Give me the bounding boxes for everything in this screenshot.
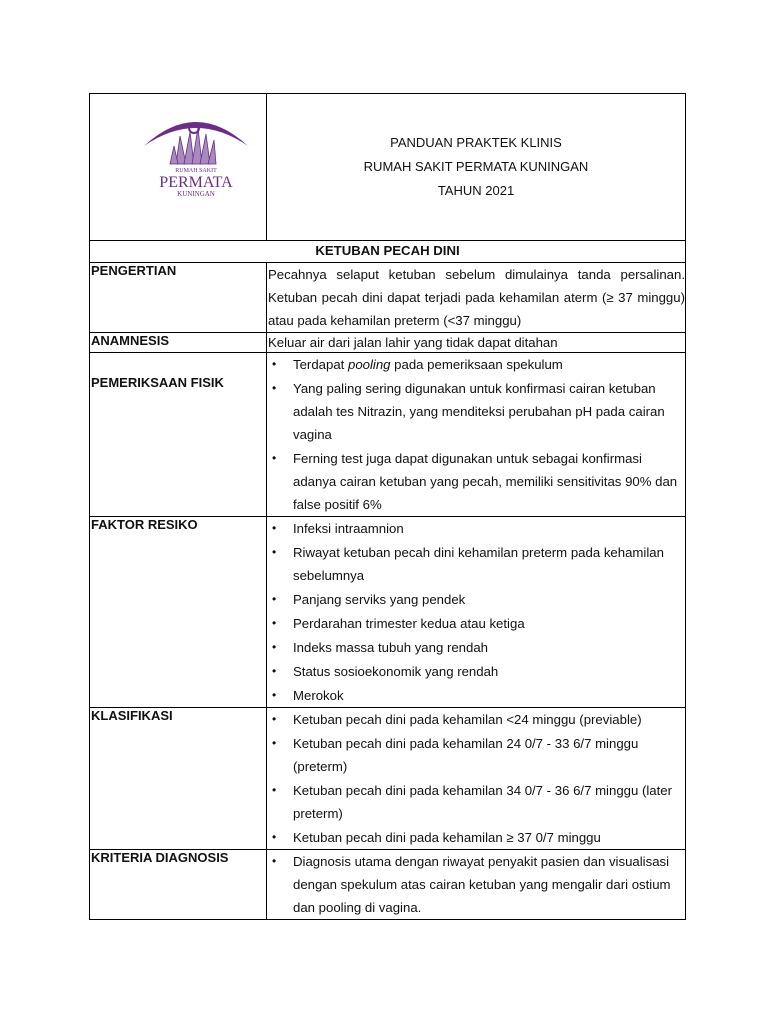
list-item: • Indeks massa tubuh yang rendah <box>268 636 685 659</box>
item-text: pada pemeriksaan spekulum <box>390 357 563 372</box>
row-klasifikasi <box>90 708 686 850</box>
header-title-cell <box>267 94 686 241</box>
list-item: • Merokok <box>268 684 685 707</box>
logo-cell <box>90 94 267 241</box>
list-item: • Yang paling sering digunakan untuk konfirmasi cairan ketuban adalah tes Nitrazin, yang menditeksi perubahan pH pada cairan vagina <box>268 377 685 446</box>
title-line1: PANDUAN PRAKTEK KLINIS <box>390 135 562 150</box>
label-anamnesis: ANAMNESIS <box>90 333 267 353</box>
clinical-guideline-table <box>89 93 686 920</box>
item-text-italic: pooling <box>347 357 391 372</box>
klasifikasi-list <box>267 708 686 850</box>
anamnesis-text: Keluar air dari jalan lahir yang tidak dapat ditahan <box>267 333 686 353</box>
label-pemeriksaan-fisik-text: PEMERIKSAAN FISIK <box>91 375 224 390</box>
pemeriksaan-fisik-list <box>267 353 686 517</box>
list-item: • Riwayat ketuban pecah dini kehamilan preterm pada kehamilan sebelumnya <box>268 541 685 587</box>
kriteria-diagnosis-list <box>267 850 686 920</box>
label-faktor-resiko: FAKTOR RESIKO <box>90 517 267 708</box>
row-anamnesis <box>90 333 686 353</box>
list-item: • Status sosioekonomik yang rendah <box>268 660 685 683</box>
row-faktor-resiko <box>90 517 686 708</box>
title-line3: TAHUN 2021 <box>437 183 515 198</box>
list-item: • Infeksi intraamnion <box>268 517 685 540</box>
logo-text-line3: KUNINGAN <box>177 190 215 198</box>
label-kriteria-diagnosis: KRITERIA DIAGNOSIS <box>90 850 267 920</box>
list-item: • Ketuban pecah dini pada kehamilan ≥ 37 0/7 minggu <box>268 826 685 849</box>
logo-text-line2: PERMATA <box>159 174 233 191</box>
logo-text-line1: RUMAH SAKIT <box>175 168 217 174</box>
label-pengertian: PENGERTIAN <box>90 263 267 333</box>
row-pemeriksaan-fisik <box>90 353 686 517</box>
list-item: • Ketuban pecah dini pada kehamilan 34 0/7 - 36 6/7 minggu (later preterm) <box>268 779 685 825</box>
list-item: • Panjang serviks yang pendek <box>268 588 685 611</box>
section-title: KETUBAN PECAH DINI <box>90 241 686 263</box>
list-item: • Ketuban pecah dini pada kehamilan <24 minggu (previable) <box>268 708 685 731</box>
faktor-resiko-list <box>267 517 686 708</box>
row-kriteria-diagnosis <box>90 850 686 920</box>
list-item: • Perdarahan trimester kedua atau ketiga <box>268 612 685 635</box>
item-text: Terdapat <box>293 357 348 372</box>
label-pemeriksaan-fisik <box>90 353 267 517</box>
title-line2: RUMAH SAKIT PERMATA KUNINGAN <box>363 159 589 174</box>
row-pengertian <box>90 263 686 333</box>
pengertian-text: Pecahnya selaput ketuban sebelum dimulainya tanda persalinan. Ketuban pecah dini dapat terjadi pada kehamilan aterm (≥ 37 minggu) atau pada kehamilan preterm (<37 minggu) <box>267 263 686 333</box>
list-item: • Diagnosis utama dengan riwayat penyakit pasien dan visualisasi dengan spekulum atas cairan ketuban yang mengalir dari ostium dan pooling di vagina. <box>268 850 685 919</box>
hospital-logo <box>136 106 256 202</box>
label-klasifikasi: KLASIFIKASI <box>90 708 267 850</box>
list-item: • Ketuban pecah dini pada kehamilan 24 0/7 - 33 6/7 minggu (preterm) <box>268 732 685 778</box>
list-item: • Ferning test juga dapat digunakan untuk sebagai konfirmasi adanya cairan ketuban yang pecah, memiliki sensitivitas 90% dan false positif 6% <box>268 447 685 516</box>
list-item <box>268 353 685 376</box>
